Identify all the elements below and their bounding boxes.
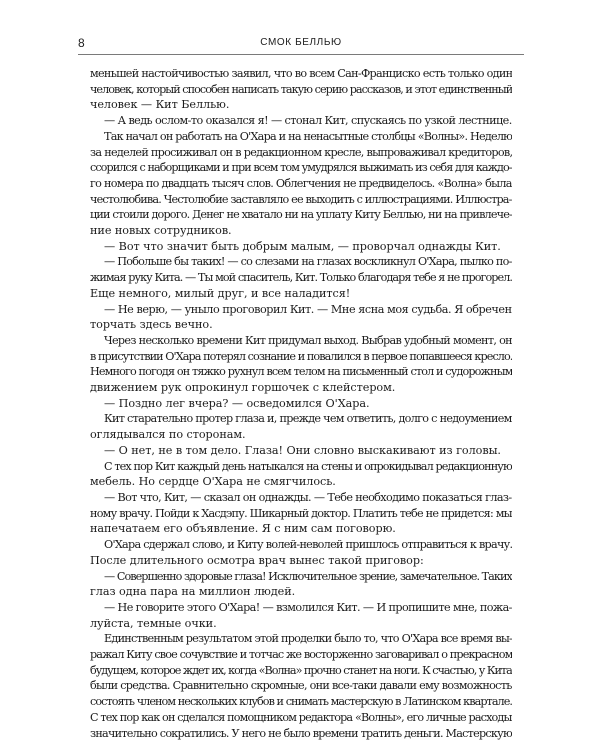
running-title: СМОК БЕЛЛЬЮ	[260, 37, 342, 48]
page-number: 8	[78, 36, 85, 50]
text-line: — О нет, не в том дело. Глаза! Они словно выскакивают из головы.	[104, 443, 501, 457]
text-line: мебель. Но сердце О'Хара не смягчилось.	[90, 475, 336, 489]
text-line: будущем, которое ждет их, когда «Волна» прочно станет на ноги. К счастью, у Кита	[90, 663, 512, 677]
text-line: торчать здесь вечно.	[90, 318, 213, 332]
text-line: Еще немного, милый друг, и все наладится!	[90, 286, 351, 300]
text-line: жимая руку Кита. — Ты мой спаситель, Кит. Только благодаря тебе я не прогорел.	[90, 271, 512, 285]
text-line: человек, который способен написать такую серию рассказов, и этот единственный	[90, 82, 512, 96]
header-divider	[78, 54, 524, 55]
text-line: Так начал он работать на О'Хара и на ненасытные столбцы «Волны». Неделю	[104, 129, 512, 143]
text-line: — А ведь ослом-то оказался я! — стонал Кит, спускаясь по узкой лестнице.	[104, 114, 512, 128]
text-line: ражал Киту свое сочувствие и тотчас же восторженно заговаривал о прекрасном	[90, 648, 512, 662]
text-line: — Не говорите этого О'Хара! — взмолился Кит. — И пропишите мне, пожа-	[104, 600, 512, 614]
text-line: — Совершенно здоровые глаза! Исключительное зрение, замечательное. Таких	[104, 569, 512, 583]
page-header	[78, 34, 524, 56]
text-line: оглядывался по сторонам.	[90, 428, 246, 442]
text-line: ному врачу. Пойди к Хасдэпу. Шикарный доктор. Платить тебе не придется: мы	[90, 506, 512, 520]
text-line: Единственным результатом этой проделки было то, что О'Хара все время вы-	[104, 632, 512, 646]
text-line: С тех пор Кит каждый день натыкался на стены и опрокидывал редакционную	[104, 459, 512, 473]
text-line: глаз одна пара на миллион людей.	[90, 585, 296, 599]
text-line: Через несколько времени Кит придумал выход. Выбрав удобный момент, он	[104, 333, 512, 347]
text-line: честолюбива. Честолюбие заставляло ее выходить с иллюстрациями. Иллюстра-	[90, 192, 512, 206]
text-line: Немного погодя он тяжко рухнул всем телом на письменный стол и судорожным	[90, 365, 512, 379]
text-line: ции стоили дорого. Денег не хватало ни на уплату Киту Беллью, ни на привлече-	[90, 208, 512, 222]
text-line: значительно сократились. У него не было времени тратить деньги. Мастерскую	[90, 726, 512, 740]
text-line: — Поздно лег вчера? — осведомился О'Хара.	[104, 396, 370, 410]
text-line: были средства. Сравнительно скромные, они все-таки давали ему возможность	[90, 679, 512, 693]
text-line: ние новых сотрудников.	[90, 224, 232, 238]
text-line: состоять членом нескольких клубов и снимать мастерскую в Латинском квартале.	[90, 695, 512, 709]
text-line: О'Хара сдержал слово, и Киту волей-неволей пришлось отправиться к врачу.	[104, 538, 512, 552]
text-line: — Не верю, — уныло проговорил Кит. — Мне ясна моя судьба. Я обречен	[104, 302, 512, 316]
text-line: напечатаем его объявление. Я с ним сам поговорю.	[90, 522, 396, 536]
text-line: После длительного осмотра врач вынес такой приговор:	[90, 553, 424, 567]
body-text	[90, 66, 512, 741]
text-line: — Вот что значит быть добрым малым, — проворчал однажды Кит.	[104, 239, 501, 253]
text-line: движением рук опрокинул горшочек с клейстером.	[90, 381, 396, 395]
text-line: го номера по двадцать тысяч слов. Облегчения не предвиделось. «Волна» была	[90, 176, 512, 190]
text-line: — Вот что, Кит, — сказал он однажды. — Тебе необходимо показаться глаз-	[104, 490, 512, 504]
text-line: за неделей просиживал он в редакционном кресле, выпроваживал кредиторов,	[90, 145, 512, 159]
text-line: — Побольше бы таких! — со слезами на глазах воскликнул О'Хара, пылко по-	[104, 255, 512, 269]
text-line: луйста, темные очки.	[90, 616, 217, 630]
text-line: ссорился с наборщиками и при всем том умудрялся выжимать из себя для каждо-	[90, 161, 512, 175]
text-line: Кит старательно протер глаза и, прежде чем ответить, долго с недоумением	[104, 412, 512, 426]
text-line: меньшей настойчивостью заявил, что во всем Сан-Франциско есть только один	[90, 67, 512, 80]
text-line: С тех пор как он сделался помощником редактора «Волны», его личные расходы	[90, 710, 512, 724]
text-line: в присутствии О'Хара потерял сознание и повалился в первое попавшееся кресло.	[90, 349, 512, 363]
text-line: человек — Кит Беллью.	[90, 98, 230, 112]
